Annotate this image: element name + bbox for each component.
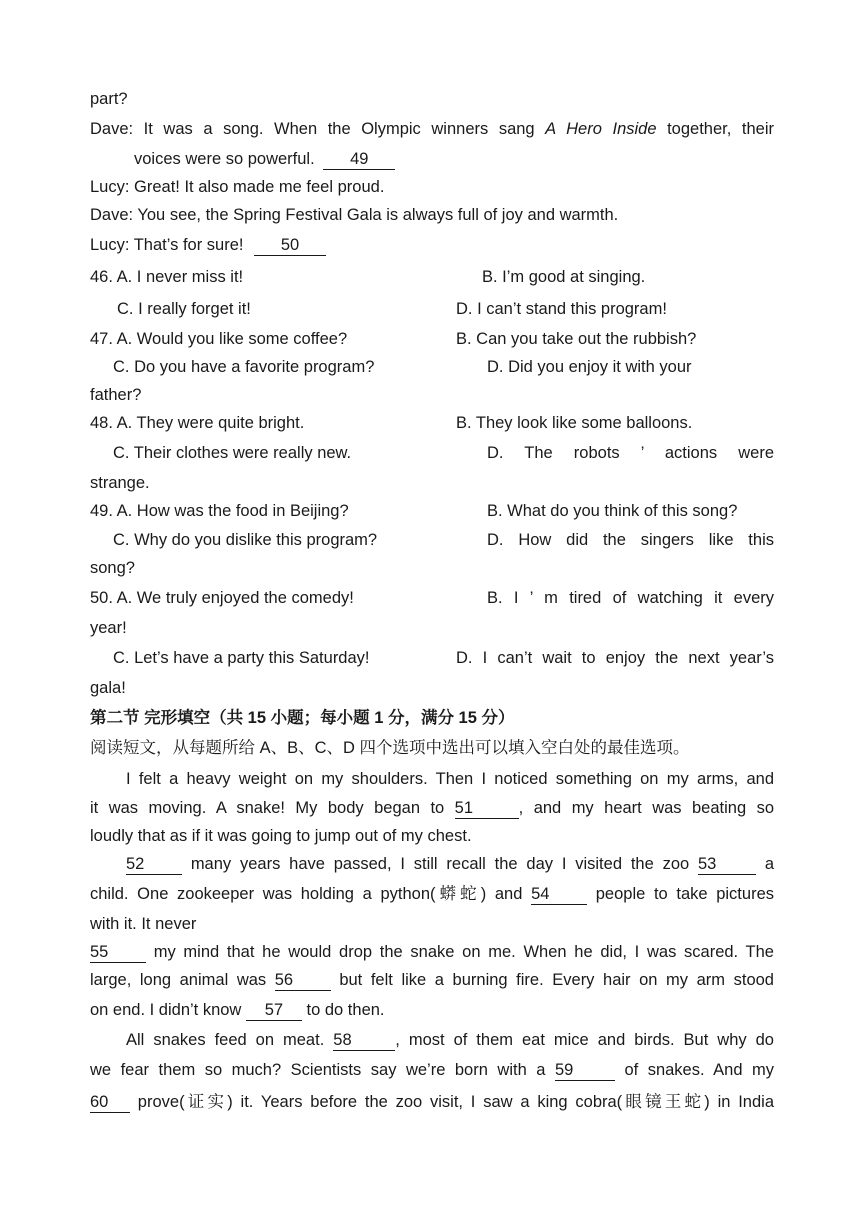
option-d: D. I can’t stand this program! bbox=[456, 300, 667, 318]
option-a: 47. A. Would you like some coffee? bbox=[90, 330, 348, 348]
text-span: of snakes. And my bbox=[614, 1061, 775, 1079]
option-c: C. Do you have a favorite program? bbox=[113, 358, 375, 376]
answer-blank: 53 bbox=[698, 854, 756, 875]
option-c: C. Let’s have a party this Saturday! bbox=[113, 649, 370, 667]
answer-blank: 54 bbox=[531, 884, 587, 905]
passage-line: loudly that as if it was going to jump out of my chest. bbox=[90, 827, 472, 845]
option-d-continued: strange. bbox=[90, 474, 150, 492]
option-b: B. They look like some balloons. bbox=[456, 414, 693, 432]
option-c: C. Their clothes were really new. bbox=[113, 444, 352, 462]
option-d-continued: song? bbox=[90, 559, 135, 577]
option-b: B. I’m good at singing. bbox=[482, 268, 646, 286]
section-instruction: 阅读短文，从每题所给 A、B、C、D 四个选项中选出可以填入空白处的最佳选项。 bbox=[90, 739, 690, 757]
text-span: , and my heart was beating so bbox=[518, 799, 775, 817]
text-span: prove(证实) it. Years before the zoo visit, I saw a king cobra(眼镜王蛇) in India bbox=[130, 1093, 774, 1111]
text-span: voices were so powerful. bbox=[134, 150, 320, 168]
dialogue-line: Lucy: Great! It also made me feel proud. bbox=[90, 178, 385, 196]
passage-line bbox=[90, 883, 774, 905]
text-span: many years have passed, I still recall the day I visited the zoo bbox=[182, 855, 698, 873]
text-span: large, long animal was bbox=[90, 971, 275, 989]
text-span: to do then. bbox=[301, 1001, 385, 1019]
text-span: together, their bbox=[656, 120, 774, 138]
option-a: 46. A. I never miss it! bbox=[90, 268, 244, 286]
dialogue-line bbox=[90, 118, 774, 140]
passage-line: with it. It never bbox=[90, 915, 197, 933]
text-span: a bbox=[756, 855, 774, 873]
text-span: All snakes feed on meat. bbox=[126, 1031, 334, 1049]
option-d-continued: father? bbox=[90, 386, 142, 404]
dialogue-line: Dave: You see, the Spring Festival Gala is always full of joy and warmth. bbox=[90, 206, 619, 224]
dialogue-line bbox=[90, 234, 326, 256]
passage-line: I felt a heavy weight on my shoulders. Then I noticed something on my arms, and bbox=[126, 770, 774, 788]
song-title: A Hero Inside bbox=[545, 120, 657, 138]
option-b: B. What do you think of this song? bbox=[487, 502, 738, 520]
option-d-continued: gala! bbox=[90, 679, 126, 697]
text-span: we fear them so much? Scientists say we’re born with a bbox=[90, 1061, 555, 1079]
text-span: my mind that he would drop the snake on me. When he did, I was scared. The bbox=[146, 943, 774, 961]
option-c: C. Why do you dislike this program? bbox=[113, 531, 378, 549]
option-b-continued: year! bbox=[90, 619, 127, 637]
passage-line bbox=[90, 941, 774, 963]
option-b: B. I ’ m tired of watching it every bbox=[487, 589, 774, 607]
passage-line bbox=[90, 1091, 774, 1113]
text-span: it was moving. A snake! My body began to bbox=[90, 799, 455, 817]
text-span: child. One zookeeper was holding a python(蟒蛇) and bbox=[90, 885, 532, 903]
passage-line bbox=[126, 853, 774, 875]
answer-blank: 49 bbox=[323, 149, 395, 170]
option-b: B. Can you take out the rubbish? bbox=[456, 330, 697, 348]
dialogue-line: part? bbox=[90, 90, 128, 108]
answer-blank: 60 bbox=[90, 1092, 130, 1113]
text-span: Dave: It was a song. When the Olympic winners sang bbox=[90, 120, 546, 138]
answer-blank: 57 bbox=[246, 1000, 302, 1021]
option-a: 50. A. We truly enjoyed the comedy! bbox=[90, 589, 354, 607]
dialogue-line bbox=[134, 148, 395, 170]
answer-blank: 56 bbox=[275, 970, 331, 991]
option-a: 48. A. They were quite bright. bbox=[90, 414, 305, 432]
option-d: D. Did you enjoy it with your bbox=[487, 358, 692, 376]
option-c: C. I really forget it! bbox=[117, 300, 251, 318]
passage-line bbox=[126, 1029, 774, 1051]
passage-line bbox=[90, 969, 774, 991]
text-span: , most of them eat mice and birds. But why do bbox=[395, 1031, 774, 1049]
answer-blank: 50 bbox=[254, 235, 326, 256]
answer-blank: 52 bbox=[126, 854, 182, 875]
option-a: 49. A. How was the food in Beijing? bbox=[90, 502, 349, 520]
answer-blank: 59 bbox=[555, 1060, 615, 1081]
text-span: on end. I didn’t know bbox=[90, 1001, 246, 1019]
passage-line bbox=[90, 1059, 774, 1081]
text-span: Lucy: That’s for sure! bbox=[90, 236, 249, 254]
answer-blank: 55 bbox=[90, 942, 146, 963]
passage-line bbox=[90, 797, 774, 819]
option-d: D. I can’t wait to enjoy the next year’s bbox=[456, 649, 774, 667]
text-span: people to take pictures bbox=[587, 885, 774, 903]
answer-blank: 58 bbox=[333, 1030, 395, 1051]
section-heading: 第二节 完形填空（共 15 小题；每小题 1 分，满分 15 分） bbox=[90, 709, 515, 727]
option-d: D. How did the singers like this bbox=[487, 531, 774, 549]
text-span: but felt like a burning fire. Every hair on my arm stood bbox=[330, 971, 774, 989]
answer-blank: 51 bbox=[455, 798, 519, 819]
option-d: D. The robots ’ actions were bbox=[487, 444, 774, 462]
passage-line bbox=[90, 999, 385, 1021]
